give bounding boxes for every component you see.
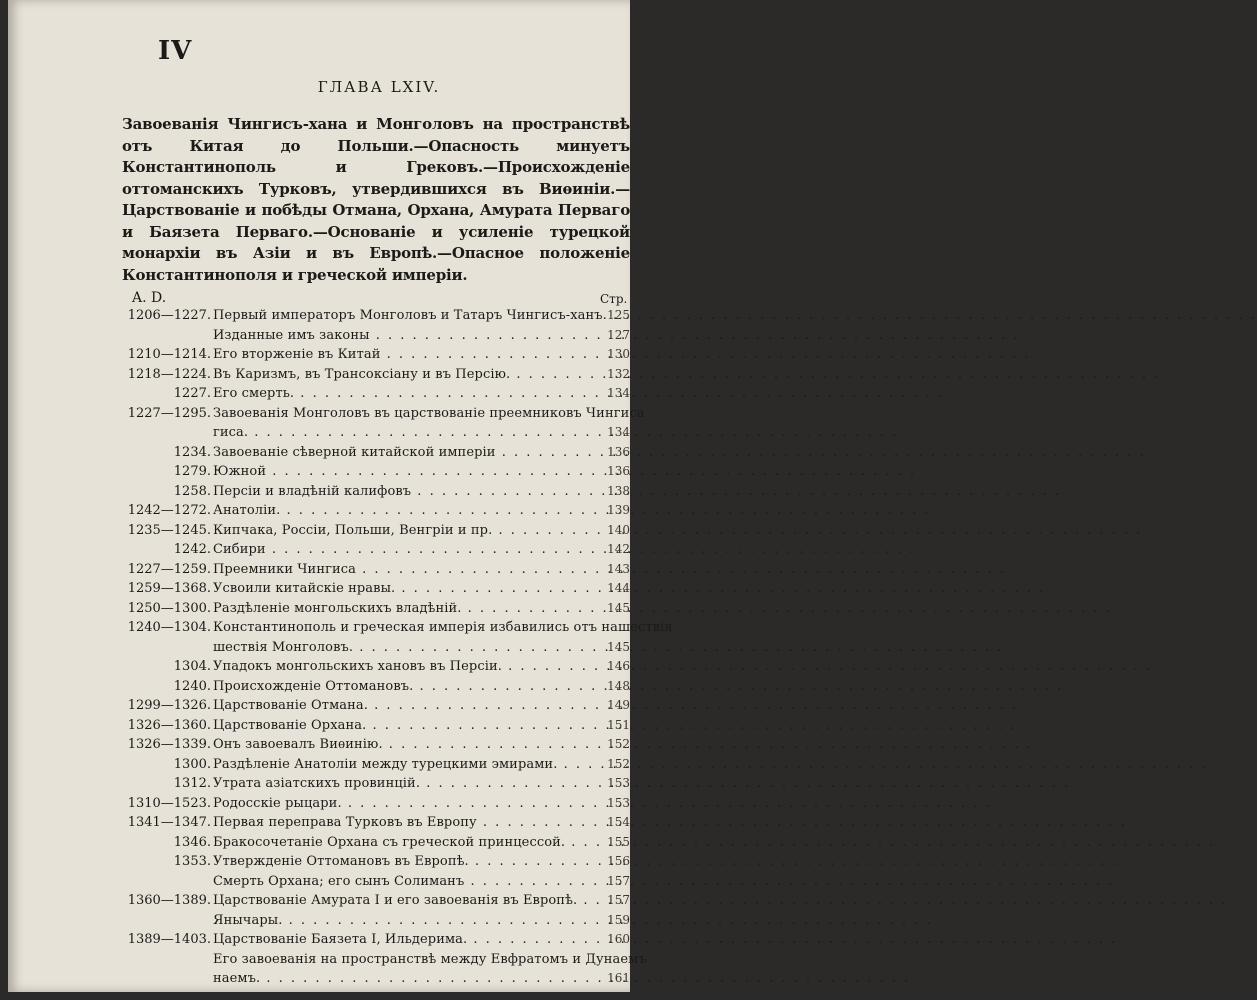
entry-page-number: 152 [607, 737, 630, 751]
contents-row [116, 969, 630, 989]
entry-date: 1240—1304. [127, 620, 211, 635]
entry-page-number: 132 [607, 366, 630, 381]
entry-page-number: 154 [607, 815, 630, 829]
entry-date: 1234. [173, 444, 211, 460]
contents-row [116, 423, 630, 443]
contents-row [116, 638, 630, 658]
entry-topic: Первая переправа Турковъ въ Европу . . . [213, 813, 604, 833]
entry-page-number: 127 [607, 327, 630, 342]
entry-topic: Въ Каризмъ, въ Трансоксіану и въ Персію. . . . [213, 365, 604, 385]
entry-date: 1300. [173, 756, 211, 772]
entry-topic: Царствованіе Отмана. . . . [213, 696, 604, 716]
contents-row [116, 618, 673, 638]
entry-topic: Преемники Чингиса . . . [213, 560, 604, 580]
entry-date: 1227. [173, 386, 211, 401]
contents-row [116, 872, 630, 892]
entry-topic: Изданные имъ законы . . . [213, 326, 604, 346]
contents-row [116, 677, 630, 697]
entry-page-number: 136 [607, 444, 630, 459]
contents-row [116, 326, 630, 346]
entry-date: 1250—1300. [127, 600, 211, 616]
entry-date: 1259—1368. [127, 581, 211, 596]
entry-topic: Константинополь и греческая имперія избавились отъ нашествія [213, 620, 673, 635]
entry-topic: Упадокъ монгольскихъ хановъ въ Персіи. . . . [213, 657, 604, 677]
entry-page-number: 139 [607, 503, 630, 517]
entry-topic: Раздѣленіе монгольскихъ владѣній. . . . [213, 599, 604, 619]
contents-row [116, 521, 630, 541]
contents-row [116, 501, 630, 521]
entry-date: 1240. [173, 678, 211, 694]
contents-row [116, 560, 630, 580]
entry-topic: Его смерть. . . . [213, 384, 604, 404]
entry-topic: Сибири . . . [213, 540, 604, 560]
entry-topic: Происхожденіе Оттомановъ. . . . [213, 677, 604, 697]
entry-page-number: 160 [607, 932, 630, 946]
contents-row [116, 774, 630, 794]
entry-topic: Утрата азіатскихъ провинцій. . . . [213, 774, 604, 794]
entry-date: 1227—1259. [127, 561, 211, 577]
entry-topic: Царствованіе Баязета I, Ильдерима. . . . [213, 930, 604, 950]
entry-topic: Бракосочетаніе Орхана съ греческой принцессой. . . . [213, 833, 604, 853]
entry-page-number: 151 [607, 717, 630, 732]
contents-row [116, 755, 630, 775]
ad-column-label: A. D. [132, 290, 167, 306]
entry-page-number: 155 [607, 834, 630, 849]
entry-date: 1304. [173, 659, 211, 674]
entry-topic: Его завоеванія на пространствѣ между Евфратомъ и Дунаемъ [213, 951, 647, 967]
entry-date: 1242—1272. [127, 503, 211, 518]
contents-row [116, 443, 630, 463]
contents-row [116, 657, 630, 677]
entry-date: 1346. [173, 834, 211, 850]
entry-date: 1389—1403. [127, 932, 211, 947]
entry-topic: Янычары. . . . [213, 911, 604, 931]
entry-topic: Смерть Орхана; его сынъ Солиманъ . . . [213, 872, 604, 892]
entry-page-number: 153 [607, 795, 630, 810]
contents-row [116, 911, 630, 931]
entry-date: 1312. [173, 776, 211, 791]
entry-page-number: 145 [607, 600, 630, 615]
contents-row [116, 794, 630, 814]
entry-date: 1310—1523. [127, 795, 211, 811]
contents-row [116, 540, 630, 560]
page-column-label: Стр. [600, 292, 628, 306]
contents-row [116, 306, 630, 326]
book-page [8, 0, 673, 992]
entry-page-number: 156 [607, 854, 630, 868]
contents-row [116, 599, 630, 619]
entry-topic: шествія Монголовъ. . . . [213, 638, 604, 658]
contents-row [116, 482, 630, 502]
contents-row [116, 813, 630, 833]
entry-page-number: 161 [607, 971, 630, 985]
contents-row [116, 579, 630, 599]
entry-page-number: 159 [607, 912, 630, 927]
entry-date: 1360—1389. [127, 893, 211, 908]
contents-row [116, 891, 630, 911]
entry-topic: Онъ завоевалъ Виѳинію. . . . [213, 735, 604, 755]
chapter-synopsis: Завоеванія Чингисъ-хана и Монголовъ на пространствѣ отъ Китая до Польши.—Опасность минуетъ Константинополь и Грековъ.—Происхожденіе оттоманскихъ Турковъ, утвердившихся въ Виѳиніи.—Царствованіе и побѣды Отмана, Орхана, Амурата Перваго и Баязета Перваго.—Основаніе и усиленіе турецкой монархіи въ Азіи и въ Европѣ.—Опасное положеніе Константинополя и греческой имперіи. [122, 115, 630, 284]
entry-page-number: 152 [607, 756, 630, 771]
entry-topic: Завоеваніе сѣверной китайской имперіи . . . [213, 443, 604, 463]
entry-page-number: 130 [607, 347, 630, 361]
entry-date: 1218—1224. [127, 366, 211, 382]
entry-page-number: 138 [607, 483, 630, 498]
entry-page-number: 157 [607, 873, 630, 888]
entry-page-number: 153 [607, 776, 630, 790]
entry-topic: Завоеванія Монголовъ въ царствованіе преемниковъ Чингиса [213, 405, 645, 421]
entry-date: 1326—1339. [127, 737, 211, 752]
chapter-title: ГЛАВА LXIV. [317, 78, 441, 96]
entry-date: 1242. [173, 542, 211, 557]
entry-page-number: 136 [607, 464, 630, 478]
contents-row [116, 404, 645, 424]
contents-list [116, 306, 673, 989]
entry-topic: Царствованіе Амурата I и его завоеванія въ Европѣ. . . . [213, 891, 604, 911]
entry-page-number: 142 [607, 542, 630, 556]
entry-date: 1299—1326. [127, 698, 211, 713]
contents-row [116, 384, 630, 404]
contents-row [116, 950, 647, 970]
entry-date: 1206—1227. [127, 308, 211, 323]
entry-date: 1341—1347. [127, 815, 211, 830]
entry-page-number: 140 [607, 522, 630, 537]
entry-topic: Южной . . . [213, 462, 604, 482]
entry-page-number: 146 [607, 659, 630, 673]
entry-topic: Усвоили китайскіе нравы. . . . [213, 579, 604, 599]
entry-topic: Царствованіе Орхана. . . . [213, 716, 604, 736]
entry-topic: гиса. . . . [213, 423, 604, 443]
entry-page-number: 157 [607, 893, 630, 907]
contents-row [116, 852, 630, 872]
contents-row [116, 345, 630, 365]
entry-page-number: 134 [607, 386, 630, 400]
entry-topic: Раздѣленіе Анатоліи между турецкими эмирами. . . . [213, 755, 604, 775]
entry-page-number: 144 [607, 581, 630, 595]
contents-row [116, 833, 630, 853]
entry-date: 1353. [173, 854, 211, 869]
entry-topic: Его вторженіе въ Китай . . . [213, 345, 604, 365]
contents-row [116, 365, 630, 385]
entry-date: 1258. [173, 483, 211, 499]
entry-topic: Родосскіе рыцари. . . . [213, 794, 604, 814]
entry-page-number: 145 [607, 639, 630, 654]
entry-page-number: 143 [607, 561, 630, 576]
entry-topic: Кипчака, Россіи, Польши, Венгріи и пр. . . . [213, 521, 604, 541]
entry-topic: Анатоліи. . . . [213, 501, 604, 521]
contents-row [116, 462, 630, 482]
entry-date: 1279. [173, 464, 211, 479]
entry-date: 1235—1245. [127, 522, 211, 538]
entry-date: 1326—1360. [127, 717, 211, 733]
entry-page-number: 148 [607, 678, 630, 693]
entry-topic: Персіи и владѣній калифовъ . . . [213, 482, 604, 502]
entry-topic: наемъ. . . . [213, 969, 604, 989]
entry-date: 1210—1214. [127, 347, 211, 362]
contents-row [116, 735, 630, 755]
entry-topic: Утвержденіе Оттомановъ въ Европѣ. . . . [213, 852, 604, 872]
entry-topic: Первый императоръ Монголовъ и Татаръ Чингисъ-ханъ. . . . [213, 306, 604, 326]
entry-page-number: 149 [607, 698, 630, 712]
entry-page-number: 125 [607, 308, 630, 322]
contents-row [116, 930, 630, 950]
entry-date: 1227—1295. [127, 405, 211, 421]
contents-row [116, 696, 630, 716]
entry-page-number: 134 [607, 425, 630, 439]
contents-row [116, 716, 630, 736]
signature-mark: IV [158, 36, 193, 66]
